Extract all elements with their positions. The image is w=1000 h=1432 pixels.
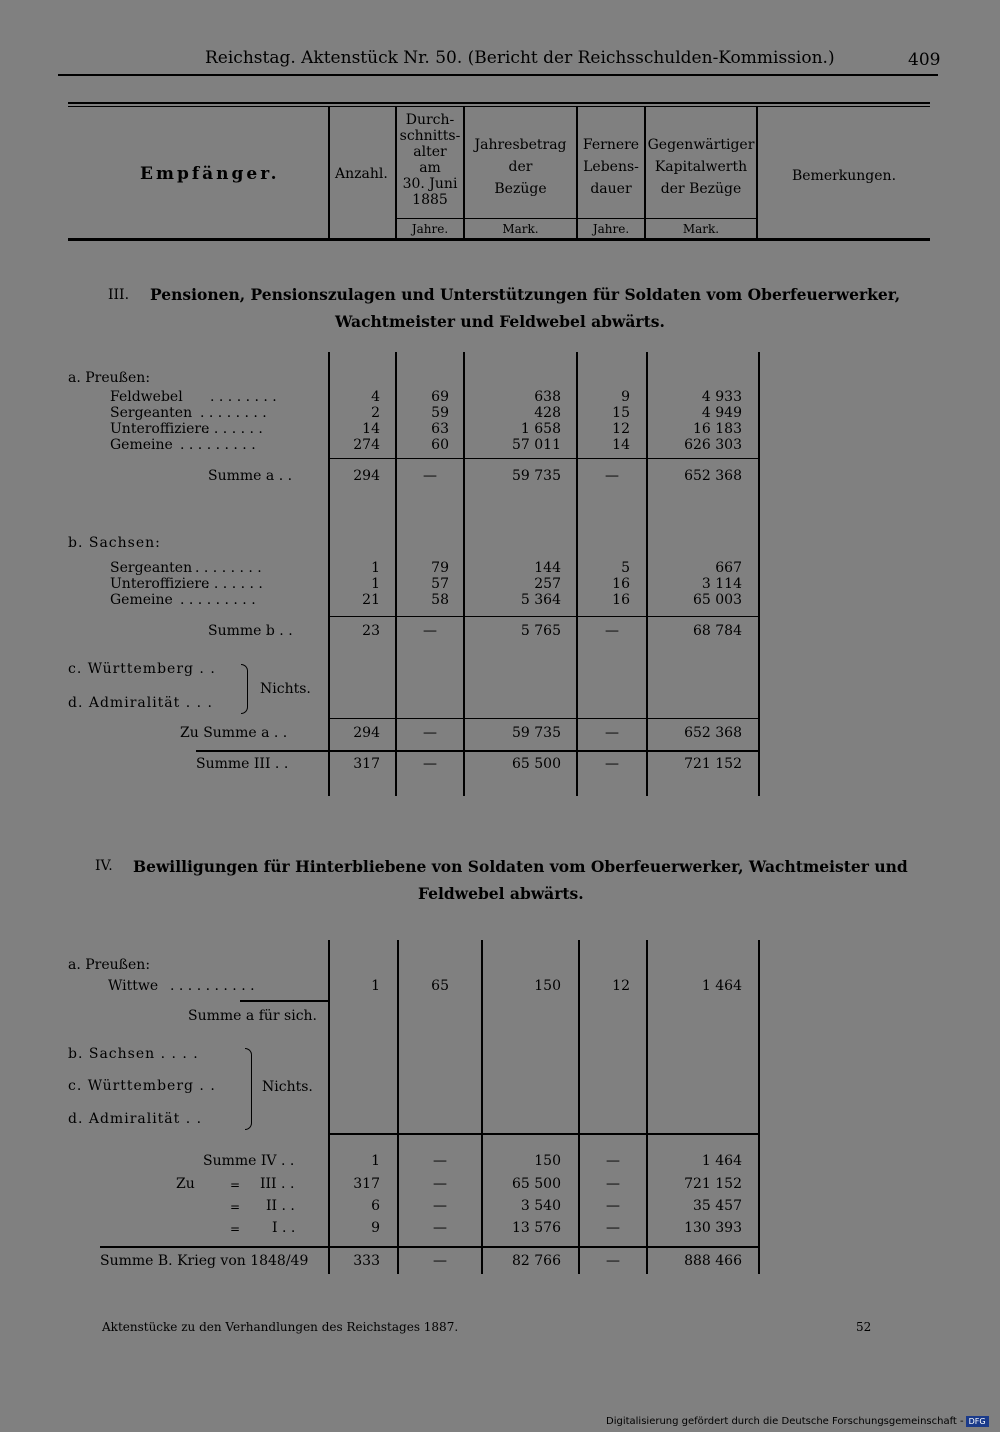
sum-rule: [240, 1000, 328, 1002]
running-head: Reichstag. Aktenstück Nr. 50. (Bericht der Reichsschulden-Kommission.): [205, 48, 835, 68]
header-kapitalwerth-unit: Mark.: [682, 222, 720, 236]
header-bemerkungen: Bemerkungen.: [791, 168, 897, 184]
sum-rule: [196, 750, 758, 752]
header-jahresbetrag-unit: Mark.: [502, 222, 539, 236]
page-footer-right: 52: [856, 1320, 872, 1334]
running-head-rule: [58, 74, 938, 76]
sum-rule: [330, 458, 758, 459]
header-kapitalwerth: Gegenwärtiger Kapitalwerth der Bezüge: [647, 137, 755, 197]
section4-nichts: Nichts.: [262, 1079, 313, 1095]
section3-b-label: b. Sachsen:: [68, 535, 161, 551]
page-number: 409: [908, 50, 941, 70]
header-alter: Durch- schnitts- alter am 30. Juni 1885: [399, 112, 461, 208]
header-alter-unit: Jahre.: [411, 222, 449, 236]
section3-d-label: d. Admiralität . . .: [68, 695, 213, 711]
section3-title-line2: Wachtmeister und Feldwebel abwärts.: [335, 312, 665, 331]
section4-a-label: a. Preußen:: [68, 957, 151, 973]
header-lebensdauer: Fernere Lebens- dauer: [582, 137, 640, 197]
section4-title-line1: Bewilligungen für Hinterbliebene von Soldaten vom Oberfeuerwerker, Wachtmeister und: [133, 857, 908, 876]
brace: [245, 1048, 252, 1130]
section3-c-label: c. Württemberg . .: [68, 661, 216, 677]
dfg-logo: DFG: [966, 1416, 989, 1427]
section4-number: IV.: [95, 858, 113, 874]
section4-b-label: b. Sachsen . . . .: [68, 1046, 199, 1062]
section4-title-line2: Feldwebel abwärts.: [418, 884, 584, 903]
digitization-acknowledgement: Digitalisierung gefördert durch die Deutsche Forschungsgemeinschaft - DFG: [606, 1416, 989, 1427]
header-anzahl: Anzahl.: [335, 166, 388, 182]
section4-d-label: d. Admiralität . .: [68, 1111, 203, 1127]
section3-title-line1: Pensionen, Pensionszulagen und Unterstützungen für Soldaten vom Oberfeuerwerker,: [150, 285, 901, 304]
section4-c-label: c. Württemberg . .: [68, 1078, 216, 1094]
sum-rule: [330, 616, 758, 617]
page-footer-left: Aktenstücke zu den Verhandlungen des Reichstages 1887.: [102, 1320, 459, 1334]
sum-rule: [330, 1133, 758, 1135]
sum-rule: [330, 718, 758, 719]
header-empfaenger: Empfänger.: [140, 164, 280, 184]
header-lebensdauer-unit: Jahre.: [592, 222, 630, 236]
section3-nichts: Nichts.: [260, 681, 311, 697]
header-jahresbetrag: Jahresbetrag der Bezüge: [474, 137, 567, 197]
section4-sum-a-label: Summe a für sich.: [188, 1008, 318, 1024]
brace: [241, 664, 248, 714]
section3-number: III.: [108, 287, 130, 303]
sum-rule: [100, 1246, 758, 1248]
section3-a-label: a. Preußen:: [68, 370, 151, 386]
